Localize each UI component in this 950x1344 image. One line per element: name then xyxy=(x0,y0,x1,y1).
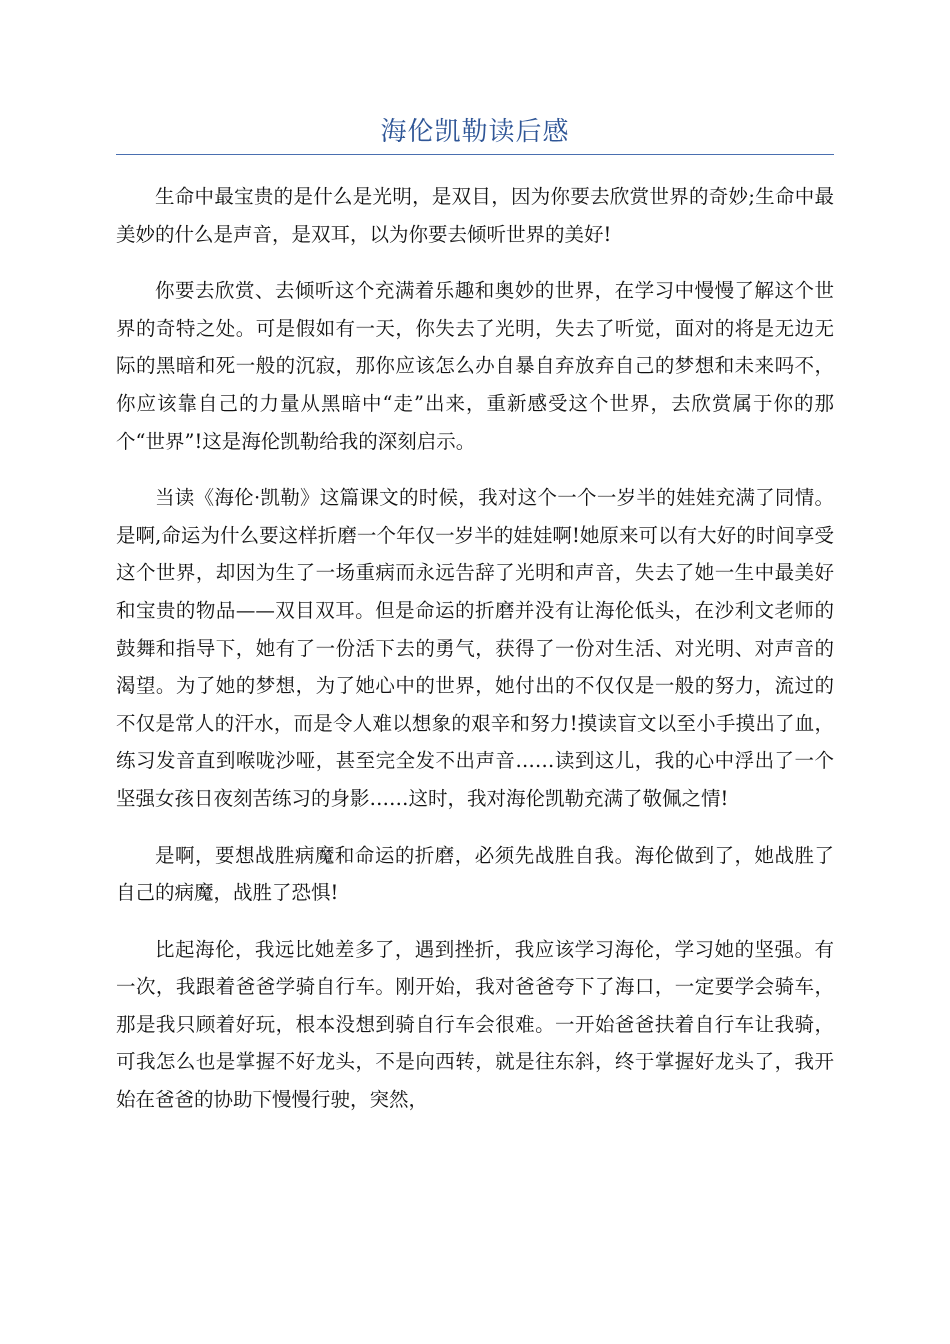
document-title: 海伦凯勒读后感 xyxy=(380,117,570,147)
paragraph: 是啊，要想战胜病魔和命运的折磨，必须先战胜自我。海伦做到了，她战胜了自己的病魔，战胜了恐惧! xyxy=(116,843,834,905)
document-body xyxy=(116,178,834,1138)
paragraph: 当读《海伦·凯勒》这篇课文的时候，我对这个一个一岁半的娃娃充满了同情。是啊,命运为什么要这样折磨一个年仅一岁半的娃娃啊!她原来可以有大好的时间享受这个世界，却因为生了一场重病而永远告辞了光明和声音，失去了她一生中最美好和宝贵的物品——双目双耳。但是命运的折磨并没有让海伦低头，在沙利文老师的鼓舞和指导下，她有了一份活下去的勇气，获得了一份对生活、对光明、对声音的渴望。为了她的梦想，为了她心中的世界，她付出的不仅仅是一般的努力，流过的不仅是常人的汗水，而是令人难以想象的艰辛和努力!摸读盲文以至小手摸出了血，练习发音直到喉咙沙哑，甚至完全发不出声音……读到这儿，我的心中浮出了一个坚强女孩日夜刻苦练习的身影……这时，我对海伦凯勒充满了敬佩之情! xyxy=(116,486,834,810)
paragraph: 生命中最宝贵的是什么是光明，是双目，因为你要去欣赏世界的奇妙;生命中最美妙的什么是声音，是双耳，以为你要去倾听世界的美好! xyxy=(116,185,834,246)
paragraph: 你要去欣赏、去倾听这个充满着乐趣和奥妙的世界，在学习中慢慢了解这个世界的奇特之处。可是假如有一天，你失去了光明，失去了听觉，面对的将是无边无际的黑暗和死一般的沉寂，那你应该怎么办自暴自弃放弃自己的梦想和未来吗不，你应该靠自己的力量从黑暗中“走”出来，重新感受这个世界，去欣赏属于你的那个“世界”!这是海伦凯勒给我的深刻启示。 xyxy=(116,279,834,453)
paragraph: 比起海伦，我远比她差多了，遇到挫折，我应该学习海伦，学习她的坚强。有一次，我跟着爸爸学骑自行车。刚开始，我对爸爸夸下了海口，一定要学会骑车，那是我只顾着好玩，根本没想到骑自行车会很难。一开始爸爸扶着自行车让我骑，可我怎么也是掌握不好龙头，不是向西转，就是往东斜，终于掌握好龙头了，我开始在爸爸的协助下慢慢行驶，突然， xyxy=(116,937,834,1112)
title-underline xyxy=(116,154,834,155)
